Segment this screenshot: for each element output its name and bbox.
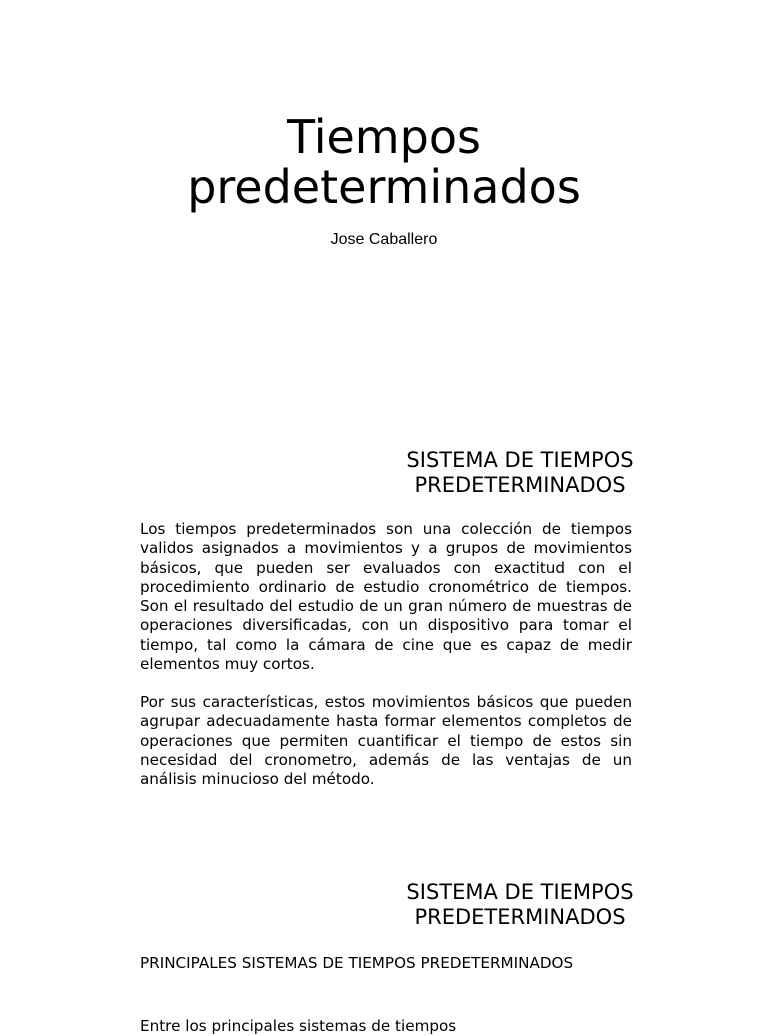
body-paragraph: PRINCIPALES SISTEMAS DE TIEMPOS PREDETERMINADOS (140, 954, 574, 972)
author-name: Jose Caballero (330, 231, 438, 248)
section-heading: SISTEMA DE TIEMPOS PREDETERMINADOS (406, 880, 634, 929)
section-heading: SISTEMA DE TIEMPOS PREDETERMINADOS (406, 448, 634, 497)
document-title: Tiempos predeterminados (187, 110, 581, 214)
body-paragraph: Por sus características, estos movimientos básicos que pueden agrupar adecuadamente hasta formar elementos completos de operaciones que permiten cuantificar el tiempo de estos sin necesidad del cronometro, además de las ventajas de un análisis minucioso del método. (140, 693, 632, 789)
body-paragraph: Entre los principales sistemas de tiempos (140, 1017, 457, 1035)
body-paragraph: Los tiempos predeterminados son una colección de tiempos validos asignados a movimientos y a grupos de movimientos básicos, que pueden ser evaluados con exactitud con el procedimiento ordinario de estudio cronométrico de tiempos. Son el resultado del estudio de un gran número de muestras de operaciones diversificadas, con un dispositivo para tomar el tiempo, tal como la cámara de cine que es capaz de medir elementos muy cortos. (140, 520, 632, 674)
